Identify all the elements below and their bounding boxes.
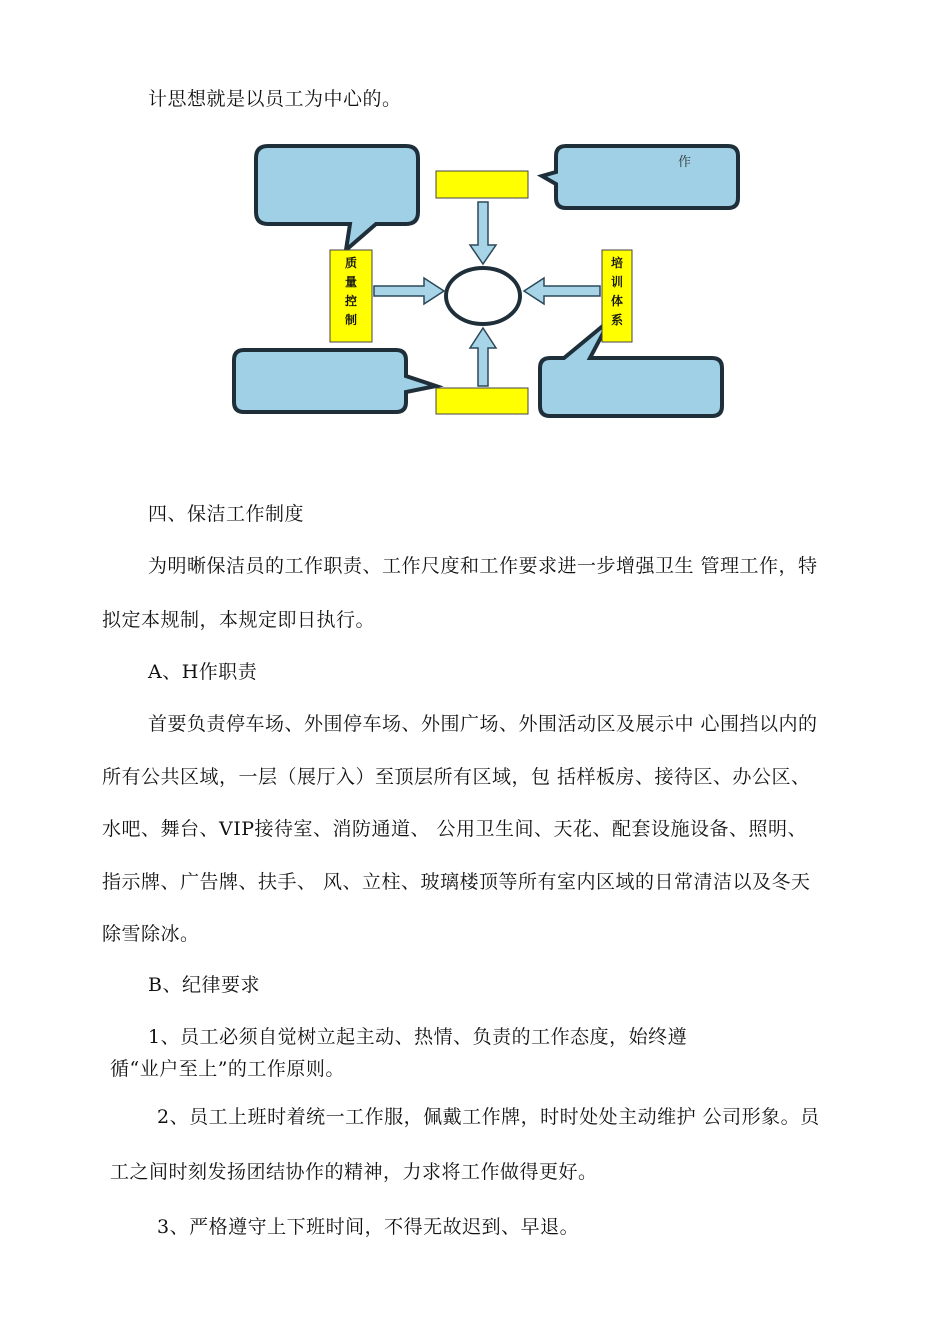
left-label-char: 量 bbox=[345, 275, 358, 289]
text-line-9: 指示牌、广告牌、扶手、 风、立柱、玻璃楼顶等所有室内区域的日常清洁以及冬天 bbox=[102, 871, 811, 893]
top-label-box bbox=[436, 171, 528, 198]
text-line-8: 水吧、舞台、VIP接待室、消防通道、 公用卫生间、天花、配套设施设备、照明、 bbox=[102, 818, 808, 840]
text-line-14: 2、员工上班时着统一工作服，佩戴工作牌，时时处处主动维护 公司形象。员 bbox=[157, 1106, 820, 1128]
left-label-char: 制 bbox=[345, 313, 358, 327]
arrow-left bbox=[524, 278, 600, 304]
right-label-char: 系 bbox=[611, 313, 624, 327]
text-line-1: 计思想就是以员工为中心的。 bbox=[148, 88, 402, 110]
arrow-up bbox=[470, 328, 496, 386]
right-label-char: 训 bbox=[611, 275, 624, 289]
left-label-char: 质 bbox=[345, 256, 358, 270]
subheading-b: B、纪律要求 bbox=[148, 974, 260, 996]
speech-bubble-top-left bbox=[256, 146, 418, 250]
text-line-13: 循“业户至上”的工作原则。 bbox=[110, 1058, 345, 1080]
text-line-3: 为明晰保洁员的工作职责、工作尺度和工作要求进一步增强卫生 管理工作，特 bbox=[148, 555, 818, 577]
text-line-6: 首要负责停车场、外围停车场、外围广场、外围活动区及展示中 心围挡以内的 bbox=[148, 713, 818, 735]
arrow-right bbox=[374, 278, 444, 304]
speech-bubble-bottom-left bbox=[234, 350, 436, 412]
left-label-char: 控 bbox=[345, 294, 358, 308]
speech-bubble-top-right bbox=[542, 146, 738, 208]
right-label-char: 体 bbox=[611, 294, 624, 308]
subheading-a: A、H作职责 bbox=[148, 661, 258, 683]
text-line-15: 工之间时刻发扬团结协作的精神，力求将工作做得更好。 bbox=[110, 1161, 598, 1183]
section-heading: 四、保洁工作制度 bbox=[148, 503, 305, 525]
text-line-12: 1、员工必须自觉树立起主动、热情、负责的工作态度，始终遵 bbox=[148, 1026, 688, 1048]
right-label-char: 培 bbox=[611, 256, 624, 270]
bottom-label-box bbox=[436, 388, 528, 414]
arrow-down bbox=[470, 202, 496, 264]
text-line-16: 3、严格遵守上下班时间，不得无故迟到、早退。 bbox=[157, 1216, 580, 1238]
top-right-bubble-text: 作 bbox=[678, 155, 692, 170]
text-line-4: 拟定本规制，本规定即日执行。 bbox=[102, 609, 376, 631]
employee-center-diagram bbox=[228, 140, 743, 420]
text-line-7: 所有公共区域，一层（展厅入）至顶层所有区域，包 括样板房、接待区、办公区、 bbox=[102, 766, 811, 788]
center-ellipse bbox=[446, 268, 520, 324]
text-line-10: 除雪除冰。 bbox=[102, 923, 200, 945]
